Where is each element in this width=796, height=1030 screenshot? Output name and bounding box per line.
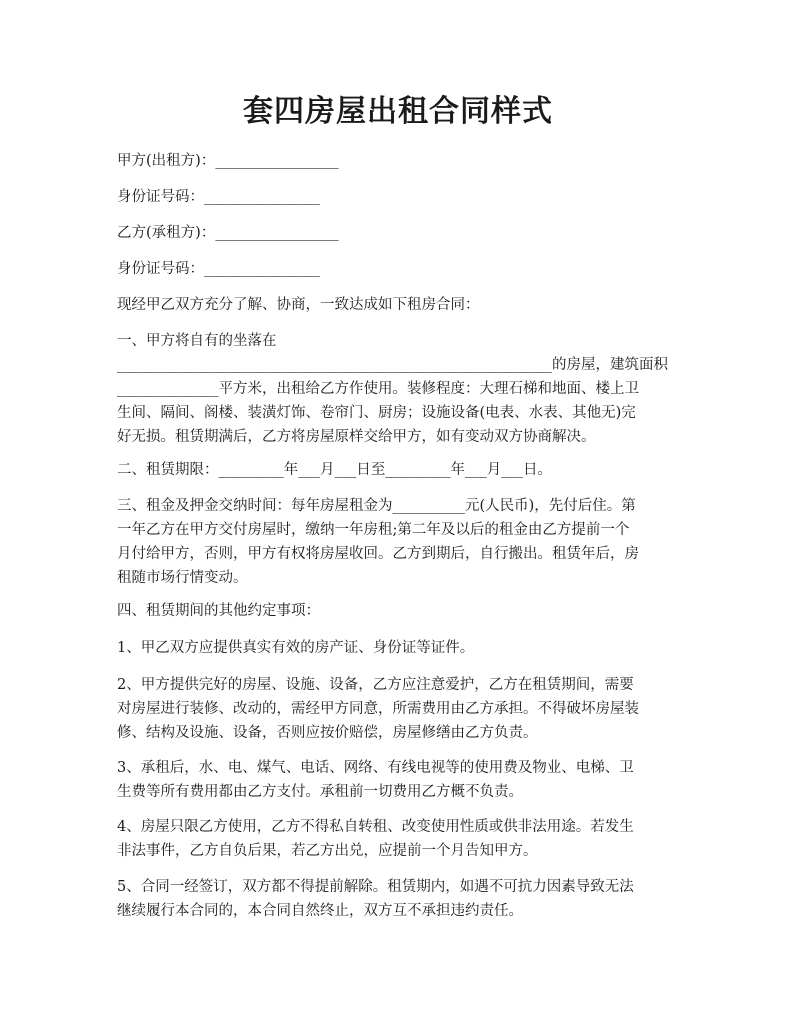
text-line: 甲方(出租方)：_________________ bbox=[117, 153, 339, 169]
text-line: 现经甲乙双方充分了解、协商，一致达成如下租房合同： bbox=[117, 297, 480, 313]
party-b-id-line bbox=[117, 257, 679, 281]
clause-2-paragraph bbox=[117, 458, 679, 482]
text-line: 生费等所有费用都由乙方支付。承租前一切费用乙方概不负责。 bbox=[117, 784, 523, 800]
text-line: 月付给甲方，否则，甲方有权将房屋收回。乙方到期后，自行搬出。租赁年后，房 bbox=[117, 546, 639, 562]
text-line: 乙方(承租方)：_________________ bbox=[117, 225, 339, 241]
text-line: 四、租赁期间的其他约定事项： bbox=[117, 603, 320, 619]
text-line: 身份证号码：________________ bbox=[117, 261, 320, 277]
party-a-line bbox=[117, 149, 679, 173]
text-line: 一年乙方在甲方交付房屋时，缴纳一年房租;第二年及以后的租金由乙方提前一个 bbox=[117, 522, 630, 538]
party-a-id-line bbox=[117, 185, 679, 209]
text-line: 5、合同一经签订，双方都不得提前解除。租赁期内，如遇不可抗力因素导致无法 bbox=[117, 879, 634, 895]
clause-4-heading bbox=[117, 599, 679, 623]
text-line: ______________平方米，出租给乙方作使用。装修程度：大理石梯和地面、楼上卫 bbox=[117, 381, 639, 397]
text-line: 继续履行本合同的，本合同自然终止，双方互不承担违约责任。 bbox=[117, 903, 523, 919]
term-4-paragraph bbox=[117, 815, 679, 863]
party-b-line bbox=[117, 221, 679, 245]
text-line: ____________________________________________________________的房屋，建筑面积 bbox=[117, 357, 668, 373]
text-line: 修、结构及设施、设备，否则应按价赔偿，房屋修缮由乙方负责。 bbox=[117, 725, 538, 741]
text-line: 4、房屋只限乙方使用，乙方不得私自转租、改变使用性质或供非法用途。若发生 bbox=[117, 819, 634, 835]
text-line: 非法事件，乙方自负后果，若乙方出兑，应提前一个月告知甲方。 bbox=[117, 843, 538, 859]
text-line: 二、租赁期限：_________年___月___日至_________年___月___日。 bbox=[117, 462, 552, 478]
text-line: 身份证号码：________________ bbox=[117, 189, 320, 205]
text-line: 对房屋进行装修、改动的，需经甲方同意，所需费用由乙方承担。不得破坏房屋装 bbox=[117, 701, 639, 717]
preamble-paragraph bbox=[117, 293, 679, 317]
text-line: 好无损。租赁期满后，乙方将房屋原样交给甲方，如有变动双方协商解决。 bbox=[117, 429, 596, 445]
clause-3-paragraph bbox=[117, 494, 679, 590]
clause-1-paragraph bbox=[117, 329, 679, 449]
term-5-paragraph bbox=[117, 875, 679, 923]
term-2-paragraph bbox=[117, 673, 679, 745]
text-line: 3、承租后，水、电、煤气、电话、网络、有线电视等的使用费及物业、电梯、卫 bbox=[117, 760, 634, 776]
text-line: 三、租金及押金交纳时间：每年房屋租金为__________元(人民币)，先付后住。第 bbox=[117, 498, 636, 514]
text-line: 1、甲乙双方应提供真实有效的房产证、身份证等证件。 bbox=[117, 640, 475, 656]
document-title: 套四房屋出租合同样式 bbox=[243, 94, 553, 129]
text-line: 租随市场行情变动。 bbox=[117, 570, 248, 586]
text-line: 一、甲方将自有的坐落在 bbox=[117, 333, 277, 349]
term-1-paragraph bbox=[117, 636, 679, 660]
term-3-paragraph bbox=[117, 756, 679, 804]
text-line: 2、甲方提供完好的房屋、设施、设备，乙方应注意爱护，乙方在租赁期间，需要 bbox=[117, 677, 634, 693]
text-line: 生间、隔间、阁楼、装潢灯饰、卷帘门、厨房；设施设备(电表、水表、其他无)完 bbox=[117, 405, 636, 421]
